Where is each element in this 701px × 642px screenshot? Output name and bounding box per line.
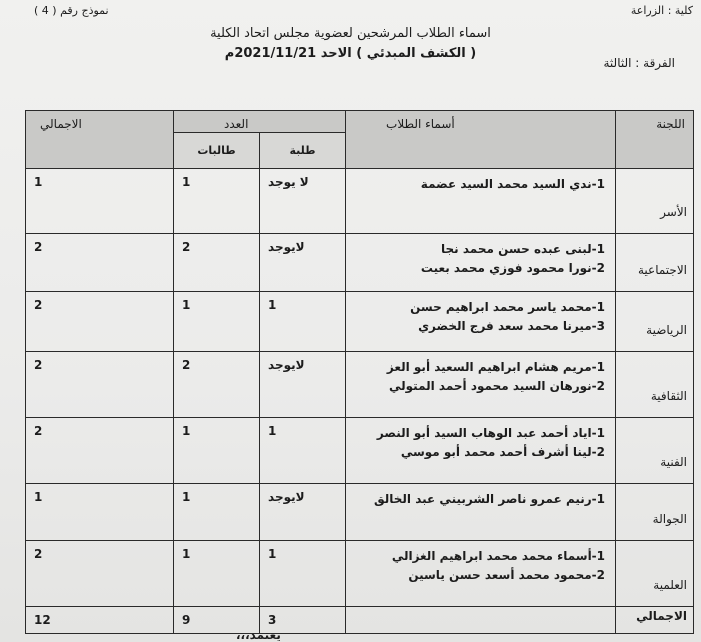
names-cell bbox=[346, 417, 616, 483]
student-name: 1-رنيم عمرو ناصر الشربيني عبد الخالق bbox=[373, 491, 606, 506]
female-count-cell: 1 bbox=[174, 417, 260, 483]
female-count-cell: 1 bbox=[174, 541, 260, 607]
total-count-cell: 2 bbox=[26, 233, 174, 292]
year-label: الفرقة : الثالثة bbox=[603, 56, 675, 70]
form-number: نموذج رقم ( 4 ) bbox=[34, 4, 109, 17]
student-name: 1-محمد ياسر محمد ابراهيم حسن bbox=[410, 300, 606, 315]
male-count-cell: 1 bbox=[260, 541, 346, 607]
committee-cell: الاجتماعية bbox=[616, 233, 694, 292]
male-count-cell: 1 bbox=[260, 292, 346, 352]
student-name: 1-اياد أحمد عبد الوهاب السيد أبو النصر bbox=[376, 425, 606, 440]
male-count-cell: لايوجد bbox=[260, 351, 346, 417]
header-count: العدد bbox=[174, 111, 346, 133]
total-count-cell: 2 bbox=[26, 541, 174, 607]
female-count-cell: 1 bbox=[174, 292, 260, 352]
header-committee: اللجنة bbox=[616, 111, 694, 169]
total-count-cell: 1 bbox=[26, 483, 174, 541]
document-subtitle: ( الكشف المبدئي ) الاحد 2021/11/21م bbox=[224, 46, 477, 61]
student-name: 2-لينا أشرف أحمد محمد أبو موسي bbox=[400, 444, 606, 459]
total-count-cell: 2 bbox=[26, 417, 174, 483]
names-cell bbox=[346, 292, 616, 352]
student-name: 2-نورا محمود فوزي محمد بعيت bbox=[420, 260, 606, 275]
committee-cell: الجوالة bbox=[616, 483, 694, 541]
table-row bbox=[26, 417, 694, 483]
table-row bbox=[26, 292, 694, 352]
names-cell bbox=[346, 169, 616, 234]
female-count-cell: 2 bbox=[174, 351, 260, 417]
student-name: 1-أسماء محمد محمد ابراهيم الغزالي bbox=[391, 549, 606, 564]
table-row bbox=[26, 169, 694, 234]
names-cell bbox=[346, 541, 616, 607]
student-name: 1-مريم هشام ابراهيم السعيد أبو العز bbox=[386, 359, 606, 374]
totals-male: 3 bbox=[260, 607, 346, 634]
table-row bbox=[26, 483, 694, 541]
names-cell bbox=[346, 351, 616, 417]
committee-cell: الفنية bbox=[616, 417, 694, 483]
female-count-cell: 1 bbox=[174, 483, 260, 541]
totals-total: 12 bbox=[26, 607, 174, 634]
table-row bbox=[26, 541, 694, 607]
total-count-cell: 1 bbox=[26, 169, 174, 234]
student-name: 1-لبنى عبده حسن محمد نجا bbox=[441, 241, 606, 256]
committee-cell: الثقافية bbox=[616, 351, 694, 417]
faculty-label: كلية : الزراعة bbox=[630, 4, 693, 17]
male-count-cell: لايوجد bbox=[260, 233, 346, 292]
total-count-cell: 2 bbox=[26, 351, 174, 417]
candidates-table bbox=[25, 110, 694, 634]
committee-cell: الأسر bbox=[616, 169, 694, 234]
male-count-cell: 1 bbox=[260, 417, 346, 483]
student-name: 1-ندي السيد محمد السيد عضمة bbox=[420, 177, 606, 191]
totals-label: الاجمالي bbox=[616, 607, 694, 634]
table-row bbox=[26, 351, 694, 417]
names-cell bbox=[346, 483, 616, 541]
header-total: الاجمالي bbox=[26, 111, 174, 169]
approval-text: يعتمد،،، bbox=[236, 628, 281, 642]
table-row bbox=[26, 233, 694, 292]
names-cell bbox=[346, 233, 616, 292]
committee-cell: العلمية bbox=[616, 541, 694, 607]
totals-female: 9 bbox=[174, 607, 260, 634]
student-name: 2-نورهان السيد محمود أحمد المتولي bbox=[389, 378, 606, 393]
female-count-cell: 1 bbox=[174, 169, 260, 234]
header-students: أسماء الطلاب bbox=[346, 111, 616, 169]
document-title: اسماء الطلاب المرشحين لعضوية مجلس اتحاد الكلية bbox=[210, 26, 491, 41]
committee-cell: الرياضية bbox=[616, 292, 694, 352]
totals-empty bbox=[346, 607, 616, 634]
student-name: 3-ميرنا محمد سعد فرج الخضري bbox=[418, 319, 606, 334]
header-male: طلبة bbox=[260, 133, 346, 169]
student-name: 2-محمود محمد أسعد حسن ياسين bbox=[408, 568, 606, 583]
female-count-cell: 2 bbox=[174, 233, 260, 292]
total-count-cell: 2 bbox=[26, 292, 174, 352]
male-count-cell: لا يوجد bbox=[260, 169, 346, 234]
male-count-cell: لايوجد bbox=[260, 483, 346, 541]
header-female: طالبات bbox=[174, 133, 260, 169]
